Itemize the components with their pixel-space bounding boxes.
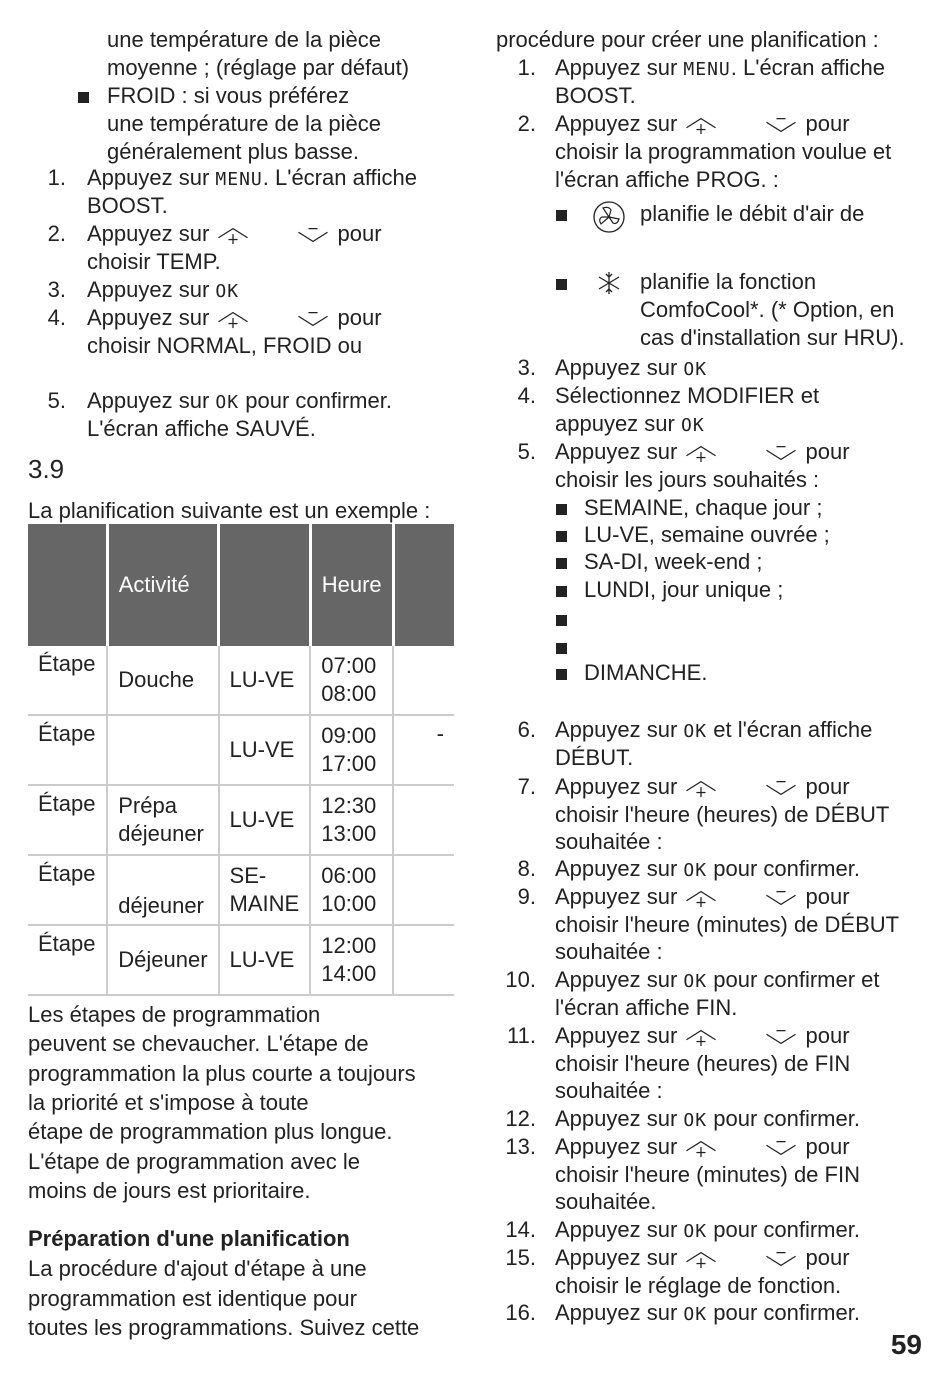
step-text: souhaitée.: [555, 1189, 657, 1214]
day-option: LU-VE, semaine ouvrée ;: [584, 522, 830, 547]
ok-key: OK: [683, 860, 708, 881]
step-text: L'écran affiche SAUVÉ.: [87, 416, 316, 441]
bullet-text: planifie la fonction: [640, 269, 817, 294]
text-line: La procédure d'ajout d'étape à une: [28, 1256, 367, 1281]
table-cell: Étape: [28, 785, 107, 855]
step-number: 7.: [517, 774, 536, 799]
time-end: 10:00: [321, 891, 377, 916]
table-cell: Étape: [28, 925, 107, 995]
step-number: 2.: [47, 221, 66, 246]
step-number: 3.: [517, 355, 536, 380]
table-cell: [393, 785, 454, 855]
section-number: 3.9: [28, 454, 65, 484]
table-row: [28, 646, 454, 715]
step-text: choisir TEMP.: [87, 249, 221, 274]
step-text: appuyez sur OK: [555, 411, 705, 436]
bullet-square: [556, 279, 567, 290]
step-number: 14.: [505, 1217, 536, 1242]
time-cell: [310, 785, 393, 855]
text-line: Les étapes de programmation: [28, 1002, 321, 1027]
step-text: Appuyez sur pour: [555, 1134, 850, 1159]
text-line: une température de la pièce: [107, 27, 381, 52]
menu-key: MENU: [215, 169, 263, 190]
down-arrow-minus-icon: [763, 1138, 799, 1158]
up-arrow-plus-icon: [215, 309, 251, 329]
bullet-square: [556, 643, 567, 654]
step-text: Appuyez sur OK pour confirmer.: [555, 1217, 860, 1242]
bullet-square: [556, 210, 567, 221]
table-cell: déjeuner: [107, 855, 218, 925]
table-row: [28, 925, 454, 995]
text-line: généralement plus basse.: [107, 139, 359, 164]
text-line: peuvent se chevaucher. L'étape de: [28, 1031, 369, 1057]
text-line: programmation la plus courte a toujours: [28, 1060, 416, 1086]
step-number: 11.: [507, 1023, 536, 1048]
step-number: 4.: [517, 383, 536, 408]
table-header-row: [28, 524, 454, 646]
table-row: [28, 785, 454, 855]
step-text: Appuyez sur OK pour confirmer.: [555, 856, 860, 881]
step-number: 13.: [505, 1134, 536, 1159]
step-text: choisir NORMAL, FROID ou: [87, 333, 363, 358]
step-text: Appuyez sur OK: [555, 355, 708, 380]
time-start: 12:30: [321, 793, 377, 818]
step-number: 1.: [47, 165, 66, 190]
step-number: 5.: [47, 388, 66, 413]
snowflake-icon: [596, 270, 622, 296]
step-number: 1.: [517, 55, 536, 80]
step-number: 15.: [505, 1245, 536, 1270]
table-cell: SE- MAINE: [219, 855, 311, 925]
text-line: toutes les programmations. Suivez cette: [28, 1315, 420, 1340]
ok-key: OK: [683, 1110, 708, 1131]
table-cell: [107, 715, 218, 785]
step-text: souhaitée :: [555, 829, 663, 854]
step-number: 16.: [505, 1300, 536, 1325]
down-arrow-minus-icon: [763, 888, 799, 908]
text-line: la priorité et s'impose à toute: [28, 1089, 309, 1115]
step-number: 5.: [517, 439, 536, 464]
step-text: Sélectionnez MODIFIER et: [555, 383, 820, 408]
time-cell: [310, 925, 393, 995]
step-number: 8.: [517, 856, 536, 881]
text-line: FROID : si vous préférez: [107, 83, 350, 108]
day-option: SEMAINE, chaque jour ;: [584, 495, 823, 520]
step-number: 3.: [47, 277, 66, 302]
time-cell: [310, 646, 393, 715]
table-cell: [393, 925, 454, 995]
step-text: choisir l'heure (minutes) de DÉBUT: [555, 911, 900, 937]
down-arrow-minus-icon: [763, 778, 799, 798]
page-number: 59: [890, 1329, 922, 1360]
step-number: 4.: [47, 305, 66, 330]
table-row: [28, 855, 454, 925]
section-intro: La planification suivante est un exemple :: [28, 498, 431, 523]
step-text: Appuyez sur pour: [87, 305, 382, 330]
ok-key: OK: [683, 1304, 708, 1325]
day-option: DIMANCHE.: [584, 660, 708, 685]
text-line: moins de jours est prioritaire.: [28, 1177, 311, 1203]
step-text: Appuyez sur pour: [87, 221, 382, 246]
text-line: étape de programmation plus longue.: [28, 1119, 393, 1145]
down-arrow-minus-icon: [763, 443, 799, 463]
time-start: 09:00: [321, 723, 377, 748]
down-arrow-minus-icon: [295, 309, 331, 329]
time-cell: [310, 855, 393, 925]
time-end: 17:00: [321, 751, 377, 776]
step-text: Appuyez sur OK: [87, 277, 240, 302]
bullet-text: planifie le débit d'air de: [640, 201, 865, 226]
table-row: [28, 715, 454, 785]
step-text: souhaitée :: [555, 939, 663, 964]
table-cell: Prépa déjeuner: [107, 785, 218, 855]
text-line: une température de la pièce: [107, 111, 381, 136]
step-text: choisir la programmation voulue et: [555, 139, 892, 164]
step-text: BOOST.: [555, 83, 636, 108]
down-arrow-minus-icon: [763, 1249, 799, 1269]
table-cell: [393, 646, 454, 715]
ok-key: OK: [683, 1221, 708, 1242]
table-cell: Étape: [28, 855, 107, 925]
step-text: Appuyez sur OK pour confirmer.: [555, 1106, 860, 1131]
step-text: Appuyez sur MENU. L'écran affiche: [87, 165, 418, 190]
text-line: procédure pour créer une planification :: [496, 27, 879, 52]
down-arrow-minus-icon: [763, 115, 799, 135]
step-text: Appuyez sur pour: [555, 1245, 850, 1270]
table-cell: LU-VE: [219, 715, 311, 785]
step-text: l'écran affiche PROG. :: [555, 167, 779, 192]
time-end: 13:00: [321, 821, 377, 846]
ok-key: OK: [215, 392, 240, 413]
bullet-square: [556, 531, 567, 542]
day-option: LUNDI, jour unique ;: [584, 577, 784, 602]
step-text: Appuyez sur OK pour confirmer.: [87, 388, 392, 413]
step-text: Appuyez sur pour: [555, 774, 850, 799]
schedule-table: [28, 524, 454, 996]
ok-key: OK: [683, 359, 708, 380]
up-arrow-plus-icon: [683, 778, 719, 798]
up-arrow-plus-icon: [683, 1138, 719, 1158]
step-number: 9.: [517, 884, 536, 909]
up-arrow-plus-icon: [683, 443, 719, 463]
step-text: souhaitée :: [555, 1078, 663, 1103]
table-cell: -: [393, 715, 454, 785]
menu-key: MENU: [683, 59, 731, 80]
step-number: 2.: [517, 111, 536, 136]
time-end: 08:00: [321, 681, 377, 706]
table-cell: LU-VE: [219, 785, 311, 855]
text-line: L'étape de programmation avec le: [28, 1148, 360, 1174]
up-arrow-plus-icon: [683, 1027, 719, 1047]
bullet-text: cas d'installation sur HRU).: [640, 325, 905, 350]
step-text: Appuyez sur OK pour confirmer.: [555, 1300, 860, 1325]
step-text: Appuyez sur pour: [555, 111, 850, 136]
down-arrow-minus-icon: [295, 225, 331, 245]
up-arrow-plus-icon: [683, 115, 719, 135]
step-number: 6.: [517, 717, 536, 742]
table-cell: LU-VE: [219, 646, 311, 715]
step-number: 10.: [505, 967, 536, 992]
bullet-square: [78, 92, 89, 103]
step-text: Appuyez sur OK et l'écran affiche: [555, 717, 873, 742]
step-number: 12.: [505, 1106, 536, 1131]
bullet-square: [556, 558, 567, 569]
table-header-cell: [28, 524, 107, 646]
bullet-square: [556, 615, 567, 626]
bullet-square: [556, 586, 567, 597]
step-text: Appuyez sur OK pour confirmer et: [555, 967, 880, 992]
table-header-cell: [219, 524, 311, 646]
step-text: choisir l'heure (minutes) de FIN: [555, 1161, 860, 1187]
step-text: BOOST.: [87, 193, 168, 218]
step-text: Appuyez sur MENU. L'écran affiche: [555, 55, 886, 80]
ok-key: OK: [215, 281, 240, 302]
bullet-square: [556, 504, 567, 515]
time-end: 14:00: [321, 961, 377, 986]
table-cell: [393, 855, 454, 925]
time-start: 07:00: [321, 653, 377, 678]
table-cell: Déjeuner: [107, 925, 218, 995]
ok-key: OK: [680, 415, 705, 436]
table-cell: Étape: [28, 715, 107, 785]
ok-key: OK: [683, 971, 708, 992]
table-cell: Douche: [107, 646, 218, 715]
table-cell: LU-VE: [219, 925, 311, 995]
step-text: choisir l'heure (heures) de FIN: [555, 1050, 851, 1076]
up-arrow-plus-icon: [215, 225, 251, 245]
ok-key: OK: [683, 721, 708, 742]
bullet-square: [556, 669, 567, 680]
bullet-text: ComfoCool*. (* Option, en: [640, 297, 895, 322]
step-text: l'écran affiche FIN.: [555, 994, 738, 1020]
step-text: DÉBUT.: [555, 744, 634, 770]
table-header-cell: Heure: [310, 524, 393, 646]
step-text: Appuyez sur pour: [555, 884, 850, 909]
step-text: Appuyez sur pour: [555, 1023, 850, 1048]
prep-heading: Préparation d'une planification: [28, 1226, 350, 1251]
time-cell: [310, 715, 393, 785]
up-arrow-plus-icon: [683, 888, 719, 908]
up-arrow-plus-icon: [683, 1249, 719, 1269]
table-cell: Étape: [28, 646, 107, 715]
table-header-cell: [393, 524, 454, 646]
time-start: 12:00: [321, 933, 377, 958]
down-arrow-minus-icon: [763, 1027, 799, 1047]
step-text: Appuyez sur pour: [555, 439, 850, 464]
step-text: choisir le réglage de fonction.: [555, 1272, 842, 1298]
step-text: choisir l'heure (heures) de DÉBUT: [555, 801, 890, 827]
table-header-cell: Activité: [107, 524, 218, 646]
time-start: 06:00: [321, 863, 377, 888]
fan-icon: [592, 200, 626, 234]
text-line: programmation est identique pour: [28, 1285, 357, 1311]
day-option: SA-DI, week-end ;: [584, 549, 763, 574]
text-line: moyenne ; (réglage par défaut): [107, 55, 410, 80]
step-text: choisir les jours souhaités :: [555, 467, 820, 492]
